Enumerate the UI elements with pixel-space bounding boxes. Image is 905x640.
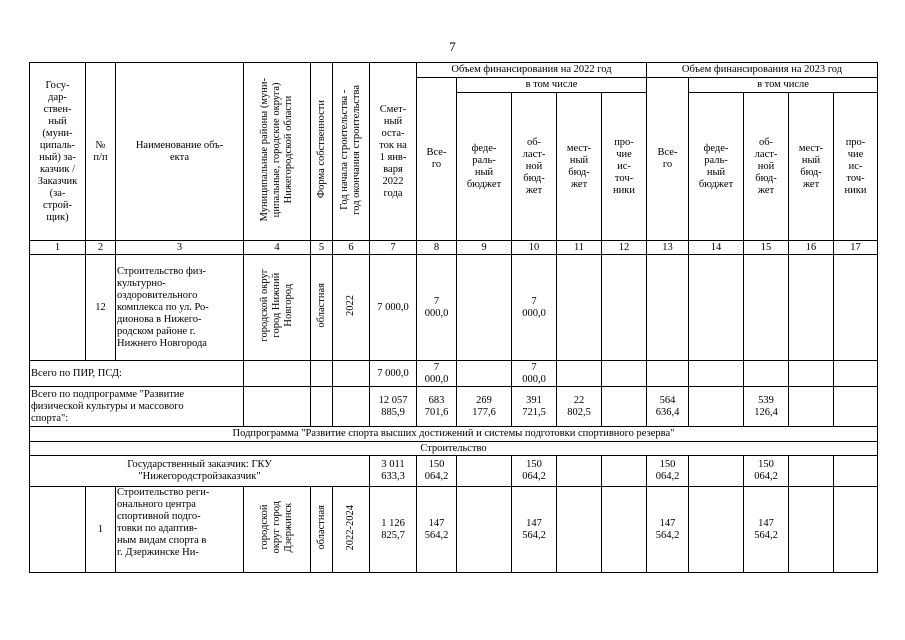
cell-empty: [834, 487, 878, 573]
hdr-fin2022: Объем финансирования на 2022 год: [417, 63, 647, 78]
cell-empty: [457, 255, 512, 361]
hdr-customer: Госу- дар- ствен- ный (муни- ципаль- ный) за- казчик / Заказчик (за- строй- щик): [30, 63, 86, 241]
cell-empty: [557, 361, 602, 387]
cell-estimate: 7 000,0: [370, 361, 417, 387]
cell-customer: [30, 487, 86, 573]
cell-customer: [30, 255, 86, 361]
cell-total-2022: 150 064,2: [417, 456, 457, 487]
hdr-federal-2022: феде- раль- ный бюджет: [457, 93, 512, 241]
cell-empty: [689, 255, 744, 361]
col-num: 13: [647, 241, 689, 255]
cell-years-text: 2022-2024: [345, 504, 356, 551]
cell-object-name: Строительство реги- онального центра спортивной подго- товки по адаптив- ным видам спорта в г. Дзержинске Ни-: [116, 487, 244, 573]
cell-empty: [602, 387, 647, 427]
section-title-row: [30, 427, 878, 442]
col-num: 1: [30, 241, 86, 255]
cell-total-2023: 147 564,2: [647, 487, 689, 573]
table-row: [30, 487, 878, 573]
cell-total-2023: 564 636,4: [647, 387, 689, 427]
hdr-districts: [244, 63, 311, 241]
cell-empty: [311, 361, 333, 387]
cell-subprogram-label: Всего по подпрограмме "Развитие физической культуры и массового спорта":: [30, 387, 244, 427]
hdr-years-text: Год начала строительства - год окончания строительства: [339, 84, 362, 215]
hdr-districts-text: Муниципальные районы (муни- ципальные, городские округа) Нижегородской области: [259, 77, 294, 222]
cell-empty: [457, 456, 512, 487]
table-row: [30, 255, 878, 361]
cell-empty: [834, 456, 878, 487]
cell-empty: [689, 387, 744, 427]
cell-empty: [789, 487, 834, 573]
cell-empty: [789, 456, 834, 487]
cell-empty: [602, 487, 647, 573]
cell-empty: [647, 255, 689, 361]
col-num: 6: [333, 241, 370, 255]
hdr-total-2022: Все- го: [417, 78, 457, 241]
cell-regional-2023: 150 064,2: [744, 456, 789, 487]
cell-customer-label: Государственный заказчик: ГКУ "Нижегородстройзаказчик": [30, 456, 370, 487]
section-subtitle: Строительство: [30, 442, 878, 456]
col-num: 15: [744, 241, 789, 255]
hdr-fin2023: Объем финансирования на 2023 год: [647, 63, 878, 78]
col-num: 16: [789, 241, 834, 255]
col-num: 7: [370, 241, 417, 255]
col-num: 8: [417, 241, 457, 255]
col-num: 14: [689, 241, 744, 255]
cell-empty: [789, 361, 834, 387]
cell-regional-2022: 7 000,0: [512, 361, 557, 387]
cell-regional-2022: 7 000,0: [512, 255, 557, 361]
hdr-ownership-text: Форма собственности: [315, 100, 327, 199]
cell-total-2022: 147 564,2: [417, 487, 457, 573]
cell-years-text: 2022: [345, 295, 356, 316]
col-num: 12: [602, 241, 647, 255]
financing-table: [29, 62, 878, 573]
hdr-other-2022: про- чие ис- точ- ники: [602, 93, 647, 241]
hdr-regional-2022: об- ласт- ной бюд- жет: [512, 93, 557, 241]
cell-empty: [689, 361, 744, 387]
cell-empty: [602, 361, 647, 387]
hdr-object-name: Наименование объ- екта: [116, 63, 244, 241]
cell-empty: [557, 456, 602, 487]
cell-years: [333, 255, 370, 361]
cell-regional-2022: 150 064,2: [512, 456, 557, 487]
cell-ownership-text: областная: [315, 283, 327, 328]
hdr-local-2023: мест- ный бюд- жет: [789, 93, 834, 241]
cell-num: 12: [86, 255, 116, 361]
hdr-incl-2023: в том числе: [689, 78, 878, 93]
col-num: 11: [557, 241, 602, 255]
hdr-incl-2022: в том числе: [457, 78, 647, 93]
cell-num: 1: [86, 487, 116, 573]
hdr-years: [333, 63, 370, 241]
cell-empty: [244, 387, 311, 427]
cell-district: [244, 487, 311, 573]
cell-total-2022: 7 000,0: [417, 361, 457, 387]
cell-empty: [602, 255, 647, 361]
cell-empty: [457, 361, 512, 387]
cell-district-text: городской округ город Нижний Новгород: [259, 269, 294, 342]
cell-total-pir-label: Всего по ПИР, ПСД:: [30, 361, 244, 387]
cell-estimate: 1 126 825,7: [370, 487, 417, 573]
cell-empty: [834, 361, 878, 387]
table-row: [30, 387, 878, 427]
table-row: [30, 456, 878, 487]
cell-empty: [744, 361, 789, 387]
col-num: 5: [311, 241, 333, 255]
cell-district: [244, 255, 311, 361]
cell-empty: [244, 361, 311, 387]
cell-empty: [689, 487, 744, 573]
hdr-regional-2023: об- ласт- ной бюд- жет: [744, 93, 789, 241]
cell-total-2022: 7 000,0: [417, 255, 457, 361]
hdr-num: № п/п: [86, 63, 116, 241]
cell-empty: [647, 361, 689, 387]
section-sub-row: [30, 442, 878, 456]
cell-estimate: 7 000,0: [370, 255, 417, 361]
cell-estimate: 3 011 633,3: [370, 456, 417, 487]
cell-empty: [333, 361, 370, 387]
hdr-estimate: Смет- ный оста- ток на 1 янв- варя 2022 года: [370, 63, 417, 241]
cell-empty: [311, 387, 333, 427]
cell-ownership: [311, 487, 333, 573]
cell-empty: [689, 456, 744, 487]
page-number: 7: [449, 39, 456, 54]
section-title: Подпрограмма "Развитие спорта высших достижений и системы подготовки спортивного резерва": [30, 427, 878, 442]
hdr-other-2023: про- чие ис- точ- ники: [834, 93, 878, 241]
hdr-federal-2023: феде- раль- ный бюджет: [689, 93, 744, 241]
cell-total-2023: 150 064,2: [647, 456, 689, 487]
cell-empty: [333, 387, 370, 427]
column-numbers-row: [30, 241, 878, 255]
col-num: 3: [116, 241, 244, 255]
cell-object-name: Строительство физ- культурно- оздоровительного комплекса по ул. Ро- дионова в Нижего- родском районе г. Нижнего Новгорода: [116, 255, 244, 361]
cell-district-text: городской округ город Дзержинск: [259, 501, 294, 554]
cell-regional-2022: 147 564,2: [512, 487, 557, 573]
col-num: 9: [457, 241, 512, 255]
cell-total-2022: 683 701,6: [417, 387, 457, 427]
cell-empty: [789, 255, 834, 361]
cell-ownership-text: областная: [315, 505, 327, 550]
cell-ownership: [311, 255, 333, 361]
cell-empty: [602, 456, 647, 487]
cell-empty: [744, 255, 789, 361]
cell-empty: [834, 387, 878, 427]
col-num: 17: [834, 241, 878, 255]
cell-years: [333, 487, 370, 573]
cell-federal-2022: 269 177,6: [457, 387, 512, 427]
cell-empty: [789, 387, 834, 427]
cell-local-2022: 22 802,5: [557, 387, 602, 427]
cell-empty: [557, 487, 602, 573]
cell-empty: [557, 255, 602, 361]
cell-empty: [457, 487, 512, 573]
cell-estimate: 12 057 885,9: [370, 387, 417, 427]
cell-regional-2023: 147 564,2: [744, 487, 789, 573]
cell-regional-2022: 391 721,5: [512, 387, 557, 427]
hdr-local-2022: мест- ный бюд- жет: [557, 93, 602, 241]
col-num: 4: [244, 241, 311, 255]
col-num: 2: [86, 241, 116, 255]
hdr-total-2023: Все- го: [647, 78, 689, 241]
cell-regional-2023: 539 126,4: [744, 387, 789, 427]
col-num: 10: [512, 241, 557, 255]
cell-empty: [834, 255, 878, 361]
hdr-ownership: [311, 63, 333, 241]
table-row: [30, 361, 878, 387]
